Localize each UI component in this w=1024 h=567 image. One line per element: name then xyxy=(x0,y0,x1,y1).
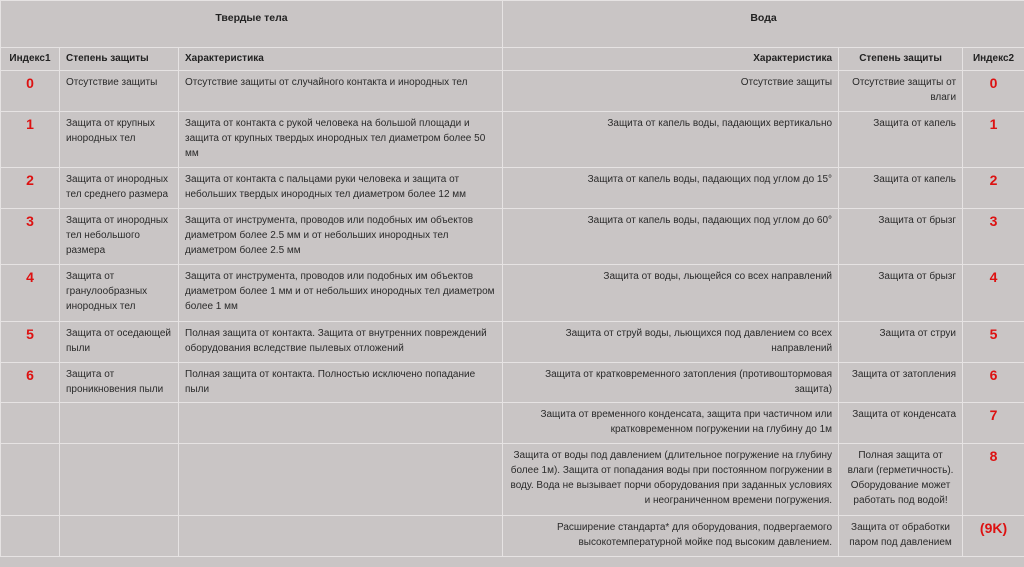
water-degree: Отсутствие защиты от влаги xyxy=(839,71,963,112)
solid-index: 4 xyxy=(1,265,60,321)
water-index: 7 xyxy=(963,403,1024,444)
solid-degree: Защита от проникновения пыли xyxy=(60,362,179,403)
solid-degree: Защита от инородных тел небольшого размера xyxy=(60,208,179,264)
water-index: 2 xyxy=(963,168,1024,209)
header-characteristic1: Характеристика xyxy=(179,48,503,71)
water-degree: Полная защита от влаги (герметичность). Оборудование может работать под водой! xyxy=(839,444,963,516)
solid-index: 5 xyxy=(1,321,60,362)
solid-characteristic: Полная защита от контакта. Полностью исключено попадание пыли xyxy=(179,362,503,403)
solid-index: 2 xyxy=(1,168,60,209)
water-characteristic: Расширение стандарта* для оборудования, подвергаемого высокотемпературной мойке под высоким давлением. xyxy=(503,516,839,557)
table-row xyxy=(1,168,1024,209)
solid-characteristic: Защита от контакта с пальцами руки человека и защита от небольших твердых инородных тел диаметром более 12 мм xyxy=(179,168,503,209)
solid-index: 3 xyxy=(1,208,60,264)
solid-characteristic: Защита от контакта с рукой человека на большой площади и защита от крупных твердых инородных тел диаметром более 50 мм xyxy=(179,111,503,167)
water-degree: Защита от конденсата xyxy=(839,403,963,444)
water-degree: Защита от капель xyxy=(839,168,963,209)
header-index1: Индекс1 xyxy=(1,48,60,71)
solid-degree xyxy=(60,444,179,516)
solid-characteristic: Отсутствие защиты от случайного контакта и инородных тел xyxy=(179,71,503,112)
solid-index xyxy=(1,444,60,516)
solid-degree: Защита от гранулообразных инородных тел xyxy=(60,265,179,321)
water-characteristic: Защита от кратковременного затопления (противоштормовая защита) xyxy=(503,362,839,403)
water-characteristic: Защита от капель воды, падающих вертикально xyxy=(503,111,839,167)
water-degree: Защита от брызг xyxy=(839,208,963,264)
solid-degree xyxy=(60,403,179,444)
water-characteristic: Защита от капель воды, падающих под углом до 60° xyxy=(503,208,839,264)
header-characteristic2: Характеристика xyxy=(503,48,839,71)
solid-index xyxy=(1,403,60,444)
water-index: 3 xyxy=(963,208,1024,264)
solid-characteristic: Защита от инструмента, проводов или подобных им объектов диаметром более 1 мм и от небольших инородных тел диаметром более 1 мм xyxy=(179,265,503,321)
header-index2: Индекс2 xyxy=(963,48,1024,71)
solid-degree xyxy=(60,516,179,557)
table-row xyxy=(1,71,1024,112)
table-row xyxy=(1,516,1024,557)
water-degree: Защита от струи xyxy=(839,321,963,362)
water-degree: Защита от обработки паром под давлением xyxy=(839,516,963,557)
solid-characteristic xyxy=(179,403,503,444)
water-index: 4 xyxy=(963,265,1024,321)
solid-degree: Защита от крупных инородных тел xyxy=(60,111,179,167)
header-degree1: Степень защиты xyxy=(60,48,179,71)
water-characteristic: Защита от временного конденсата, защита при частичном или кратковременном погружении на глубину до 1м xyxy=(503,403,839,444)
solid-degree: Отсутствие защиты xyxy=(60,71,179,112)
solid-degree: Защита от инородных тел среднего размера xyxy=(60,168,179,209)
table-row xyxy=(1,265,1024,321)
water-characteristic: Защита от воды под давлением (длительное погружение на глубину более 1м). Защита от попадания воды при постоянном погружении в воду. Вода не вызывает порчи оборудования при заданных условиях и неограниченном времени погружения. xyxy=(503,444,839,516)
water-degree: Защита от затопления xyxy=(839,362,963,403)
header-degree2: Степень защиты xyxy=(839,48,963,71)
solid-index xyxy=(1,516,60,557)
solid-characteristic xyxy=(179,444,503,516)
solid-degree: Защита от оседающей пыли xyxy=(60,321,179,362)
table-row xyxy=(1,362,1024,403)
solid-characteristic: Полная защита от контакта. Защита от внутренних повреждений оборудования вследствие пылевых отложений xyxy=(179,321,503,362)
water-degree: Защита от капель xyxy=(839,111,963,167)
solid-characteristic: Защита от инструмента, проводов или подобных им объектов диаметром более 2.5 мм и от небольших инородных тел диаметром более 2.5 мм xyxy=(179,208,503,264)
solid-index: 1 xyxy=(1,111,60,167)
table-row xyxy=(1,403,1024,444)
water-characteristic: Защита от капель воды, падающих под углом до 15° xyxy=(503,168,839,209)
water-index: (9K) xyxy=(963,516,1024,557)
table-row xyxy=(1,444,1024,516)
solid-characteristic xyxy=(179,516,503,557)
water-index: 1 xyxy=(963,111,1024,167)
solid-index: 6 xyxy=(1,362,60,403)
solid-index: 0 xyxy=(1,71,60,112)
water-characteristic: Защита от струй воды, льющихся под давлением со всех направлений xyxy=(503,321,839,362)
water-index: 8 xyxy=(963,444,1024,516)
table-row xyxy=(1,111,1024,167)
water-characteristic: Защита от воды, льющейся со всех направлений xyxy=(503,265,839,321)
water-characteristic: Отсутствие защиты xyxy=(503,71,839,112)
water-index: 6 xyxy=(963,362,1024,403)
group-header-solids: Твердые тела xyxy=(1,1,503,48)
group-header-water: Вода xyxy=(503,1,1024,48)
table-row xyxy=(1,321,1024,362)
water-index: 0 xyxy=(963,71,1024,112)
water-degree: Защита от брызг xyxy=(839,265,963,321)
table-row xyxy=(1,208,1024,264)
water-index: 5 xyxy=(963,321,1024,362)
